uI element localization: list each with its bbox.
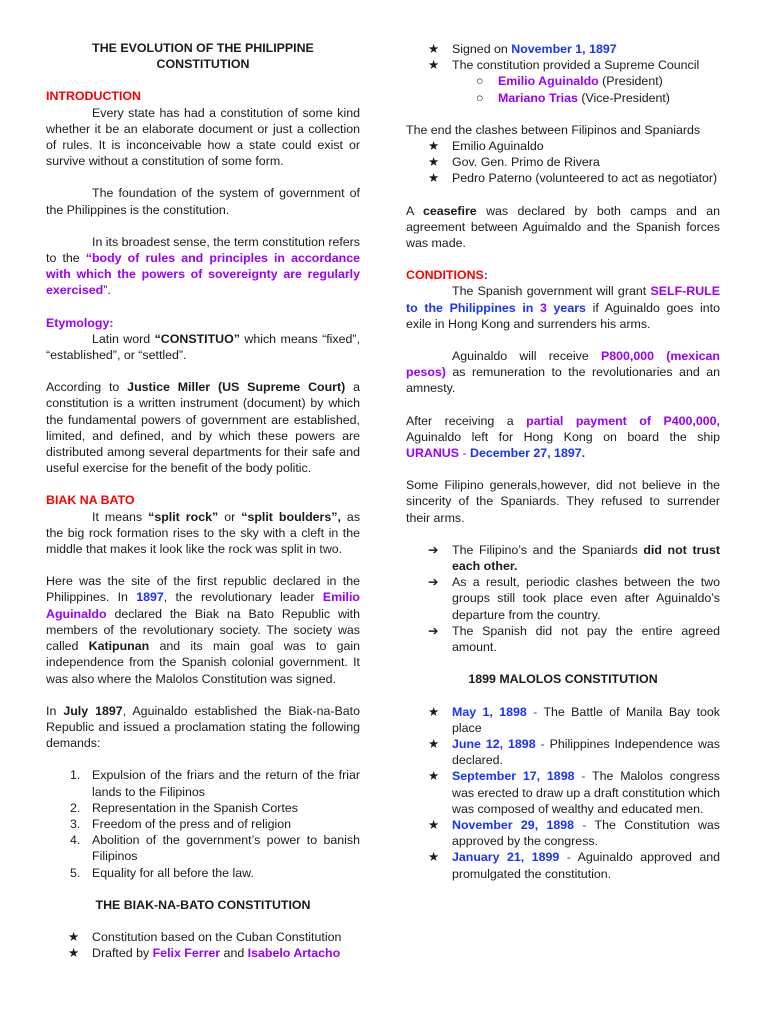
star-icon: ★: [428, 58, 440, 73]
star-icon: ★: [428, 155, 440, 170]
list-item: ★ June 12, 1898 - Philippines Independence was declared.: [428, 736, 720, 768]
star-icon: ★: [68, 946, 80, 961]
arrow-icon: ➔: [428, 623, 439, 638]
list-item: ➔ The Filipino’s and the Spaniards did not trust each other.: [428, 542, 721, 574]
distrust-list: [406, 542, 720, 655]
biak-na-bato-heading: BIAK NA BATO: [46, 493, 135, 508]
left-column: [46, 40, 360, 961]
circle-bullet-icon: ○: [476, 74, 484, 89]
arrow-icon: ➔: [428, 542, 439, 557]
list-item: ★ January 21, 1899 - Aguinaldo approved and promulgated the constitution.: [428, 850, 721, 881]
introduction-heading: INTRODUCTION: [46, 89, 141, 104]
intro-paragraph-1: Every state has had a constitution of some kind whether it be an elaborate document or just a collection of rules. It is inconceivable how a state could exist or survive without a constitution of some form.: [46, 105, 360, 169]
list-item: ★ Emilio Aguinaldo: [428, 139, 544, 154]
list-item: ★ November 29, 1898 - The Constitution was approved by the congress.: [428, 817, 720, 849]
star-icon: ★: [428, 736, 440, 751]
biak-constitution-list-continued: [406, 41, 720, 73]
right-column: [406, 41, 720, 882]
end-clashes-list: [406, 138, 720, 187]
list-item: ★ Constitution based on the Cuban Constitution: [68, 929, 342, 944]
proclamation-paragraph: In July 1897, Aguinaldo established the Biak-na-Bato Republic and issued a proclamation stating the following demands:: [46, 703, 360, 751]
intro-paragraph-3: In its broadest sense, the term constitution refers to the “body of rules and principles in accordance with which the powers of sovereignty are regularly exercised”.: [46, 234, 360, 298]
circle-bullet-icon: ○: [476, 90, 484, 105]
list-item: ★ May 1, 1898 - The Battle of Manila Bay took place: [428, 704, 720, 735]
first-republic-paragraph: Here was the site of the first republic declared in the Philippines. In 1897, the revolutionary leader Emilio Aguinaldo declared the Biak na Bato Republic with members of the revolutionary society. The society was called Katipunan and its main goal was to gain independence from the Spanish colonial government. It was also where the Malolos Constitution was signed.: [46, 574, 360, 686]
list-item: ★ Pedro Paterno (volunteered to act as negotiator): [428, 171, 718, 186]
etymology-paragraph: Latin word “CONSTITUO” which means “fixed”, “established”, or “settled”.: [46, 331, 360, 363]
list-item: ○ Mariano Trias (Vice-President): [476, 90, 670, 105]
list-item: 2. Representation in the Spanish Cortes: [70, 800, 298, 815]
star-icon: ★: [428, 171, 440, 186]
demands-list: [46, 767, 360, 880]
star-icon: ★: [428, 817, 440, 832]
list-item: ○ Emilio Aguinaldo (President): [476, 74, 663, 89]
star-icon: ★: [68, 929, 80, 944]
list-item: ★ Drafted by Felix Ferrer and Isabelo Artacho: [68, 946, 341, 961]
ceasefire-paragraph: A ceasefire was declared by both camps and an agreement between Aguimaldo and the Spanish forces was made.: [406, 203, 720, 251]
intro-paragraph-2: The foundation of the system of government of the Philippines is the constitution.: [46, 186, 360, 217]
conditions-heading: CONDITIONS:: [406, 268, 488, 283]
malolos-timeline: [406, 704, 720, 882]
justice-miller-paragraph: According to Justice Miller (US Supreme Court) a constitution is a written instrument (document) by which the fundamental powers of government are established, limited, and defined, and by which these powers are distributed among several departments for their safe and useful exercise for the benefit of the body politic.: [46, 380, 360, 476]
list-item: ★ September 17, 1898 - The Malolos congress was erected to draw up a draft constitution which was composed of wealthy and educated men.: [428, 769, 720, 816]
star-icon: ★: [428, 850, 440, 865]
biak-constitution-list: [46, 929, 360, 961]
generals-paragraph: Some Filipino generals,however, did not believe in the sincerity of the Spaniards. They refused to surrender their arms.: [406, 478, 720, 525]
star-icon: ★: [428, 139, 440, 154]
document-title: THE EVOLUTION OF THE PHILIPPINE CONSTITUTION: [92, 41, 314, 72]
constitution-definition: “body of rules and principles in accordance with which the powers of sovereignty are regularly exercised: [46, 251, 360, 298]
etymology-heading: Etymology:: [46, 315, 114, 330]
list-item: 1. Expulsion of the friars and the return of the friar lands to the Filipinos: [70, 768, 360, 799]
list-item: 4. Abolition of the government’s power to banish Filipinos: [70, 833, 360, 864]
list-item: ★ Gov. Gen. Primo de Rivera: [428, 155, 600, 170]
list-item: ➔ As a result, periodic clashes between the two groups still took place even after Aguinaldo’s departure from the country.: [428, 575, 720, 622]
self-rule-paragraph: The Spanish government will grant SELF-RULE to the Philippines in 3 years if Aguinaldo goes into exile in Hong Kong and surrenders his arms.: [406, 284, 721, 331]
supreme-council-list: [406, 73, 720, 105]
star-icon: ★: [428, 42, 440, 56]
malolos-heading: 1899 MALOLOS CONSTITUTION: [468, 672, 658, 687]
end-clashes-intro: The end the clashes between Filipinos and Spaniards: [406, 122, 701, 137]
remuneration-paragraph: Aguinaldo will receive P800,000 (mexican pesos) as remuneration to the revolutionaries and an amnesty.: [406, 349, 720, 396]
biak-constitution-heading: THE BIAK-NA-BATO CONSTITUTION: [95, 897, 311, 912]
list-item: 3. Freedom of the press and of religion: [70, 816, 292, 831]
star-icon: ★: [428, 769, 440, 784]
star-icon: ★: [428, 704, 440, 719]
arrow-icon: ➔: [428, 575, 439, 590]
list-item: 5. Equality for all before the law.: [70, 865, 254, 880]
list-item: ➔ The Spanish did not pay the entire agreed amount.: [428, 623, 720, 655]
list-item: ★ Signed on November 1, 1897: [428, 42, 617, 56]
partial-payment-paragraph: After receiving a partial payment of P400,000, Aguinaldo left for Hong Kong on board the ship URANUS - December 27, 1897.: [406, 413, 720, 461]
biak-meaning-paragraph: It means “split rock” or “split boulders”, as the big rock formation rises to the sky with a cleft in the middle that makes it look like the rock was split in two.: [46, 509, 361, 557]
list-item: ★ The constitution provided a Supreme Council: [428, 58, 700, 73]
